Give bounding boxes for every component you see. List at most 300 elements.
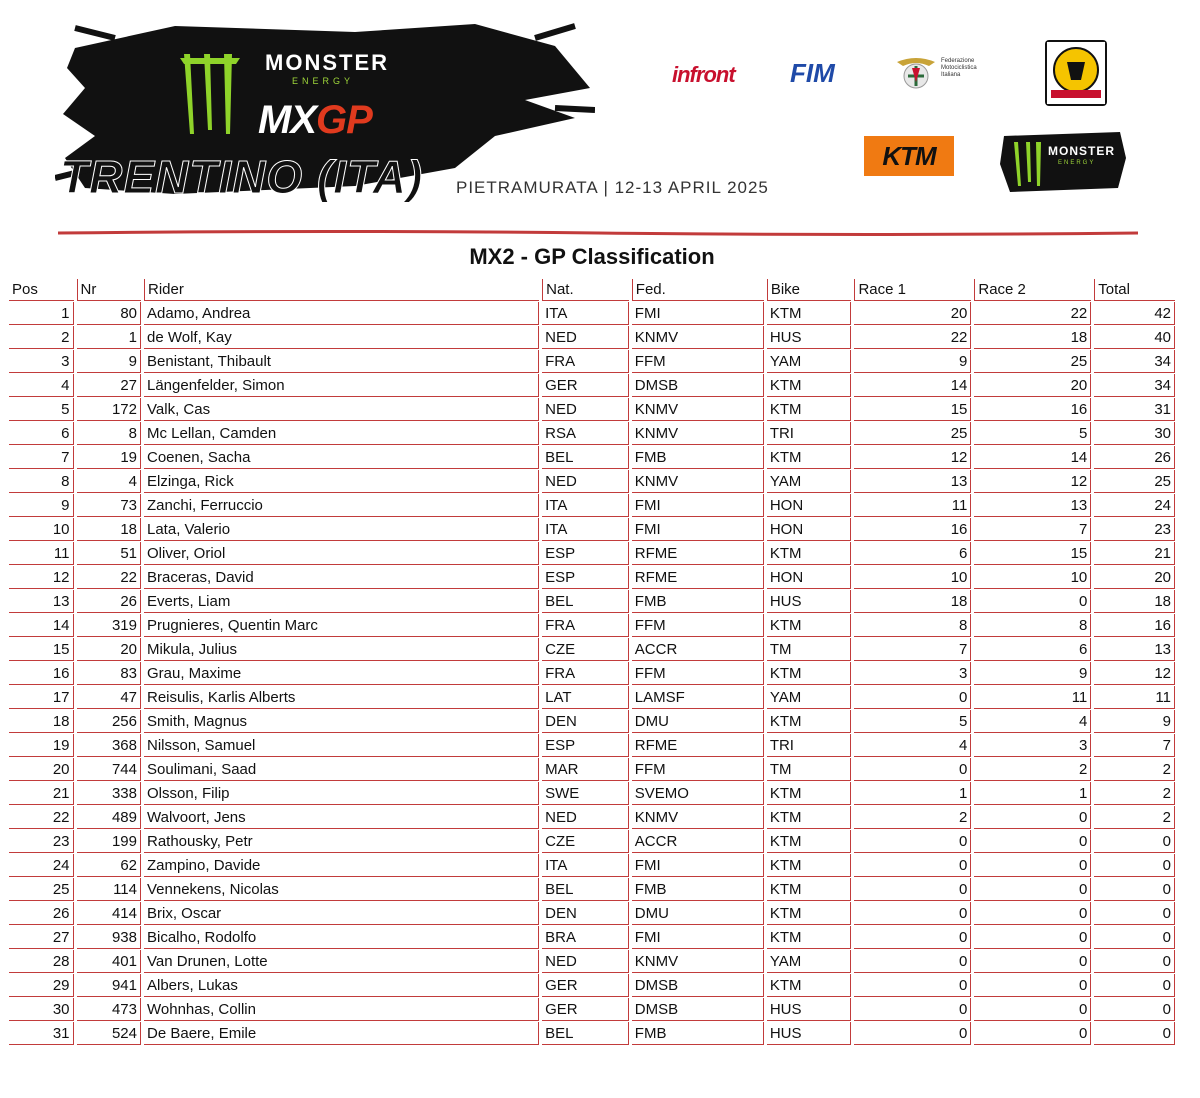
- table-row: [9, 830, 1175, 853]
- cell-nr: 47: [77, 686, 142, 709]
- cell-fed: FMI: [632, 494, 764, 517]
- cell-pos: 14: [9, 614, 74, 637]
- cell-race1: 13: [854, 470, 971, 493]
- cell-race1: 20: [854, 302, 971, 325]
- cell-rider: Lata, Valerio: [144, 518, 539, 541]
- cell-race1: 15: [854, 398, 971, 421]
- cell-bike: KTM: [767, 710, 852, 733]
- monster-claw-logo: [178, 50, 244, 138]
- cell-pos: 30: [9, 998, 74, 1021]
- cell-total: 24: [1094, 494, 1175, 517]
- cell-race1: 14: [854, 374, 971, 397]
- cell-nat: ESP: [542, 734, 629, 757]
- cell-nr: 83: [77, 662, 142, 685]
- table-row: [9, 758, 1175, 781]
- column-header-race1: Race 1: [854, 279, 971, 301]
- cell-rider: Vennekens, Nicolas: [144, 878, 539, 901]
- cell-race1: 0: [854, 1022, 971, 1045]
- cell-race1: 7: [854, 638, 971, 661]
- cell-nr: 473: [77, 998, 142, 1021]
- cell-nat: RSA: [542, 422, 629, 445]
- cell-pos: 8: [9, 470, 74, 493]
- cell-total: 9: [1094, 710, 1175, 733]
- cell-bike: TM: [767, 638, 852, 661]
- column-header-pos: Pos: [9, 279, 74, 301]
- infront-logo: infront: [672, 62, 735, 87]
- cell-race2: 7: [974, 518, 1091, 541]
- table-header-row: [9, 279, 1175, 301]
- column-header-nr: Nr: [77, 279, 142, 301]
- column-header-fed: Fed.: [632, 279, 764, 301]
- cell-race2: 0: [974, 926, 1091, 949]
- cell-bike: HON: [767, 518, 852, 541]
- cell-total: 20: [1094, 566, 1175, 589]
- cell-total: 2: [1094, 782, 1175, 805]
- cell-pos: 10: [9, 518, 74, 541]
- cell-bike: KTM: [767, 302, 852, 325]
- cell-nat: ITA: [542, 518, 629, 541]
- cell-fed: SVEMO: [632, 782, 764, 805]
- cell-pos: 22: [9, 806, 74, 829]
- table-row: [9, 614, 1175, 637]
- cell-fed: DMSB: [632, 374, 764, 397]
- cell-pos: 2: [9, 326, 74, 349]
- cell-nr: 941: [77, 974, 142, 997]
- cell-nat: NED: [542, 398, 629, 421]
- event-banner: [0, 0, 1200, 240]
- cell-pos: 4: [9, 374, 74, 397]
- cell-fed: KNMV: [632, 326, 764, 349]
- cell-nr: 27: [77, 374, 142, 397]
- cell-bike: YAM: [767, 350, 852, 373]
- column-header-bike: Bike: [767, 279, 852, 301]
- cell-fed: RFME: [632, 566, 764, 589]
- cell-fed: FMI: [632, 854, 764, 877]
- cell-pos: 3: [9, 350, 74, 373]
- cell-pos: 12: [9, 566, 74, 589]
- cell-fed: LAMSF: [632, 686, 764, 709]
- cell-pos: 20: [9, 758, 74, 781]
- cell-nr: 19: [77, 446, 142, 469]
- cell-pos: 23: [9, 830, 74, 853]
- table-row: [9, 878, 1175, 901]
- cell-rider: Bicalho, Rodolfo: [144, 926, 539, 949]
- energy-brand-text: ENERGY: [292, 76, 355, 86]
- cell-bike: KTM: [767, 830, 852, 853]
- cell-bike: TM: [767, 758, 852, 781]
- cell-nr: 26: [77, 590, 142, 613]
- monster-brand-text: MONSTER: [265, 50, 389, 75]
- cell-total: 0: [1094, 902, 1175, 925]
- cell-rider: Soulimani, Saad: [144, 758, 539, 781]
- cell-rider: Olsson, Filip: [144, 782, 539, 805]
- cell-race1: 0: [854, 950, 971, 973]
- cell-total: 0: [1094, 974, 1175, 997]
- monster-energy-sponsor-logo: [1000, 128, 1128, 194]
- cell-fed: DMU: [632, 710, 764, 733]
- cell-fed: RFME: [632, 542, 764, 565]
- cell-rider: Längenfelder, Simon: [144, 374, 539, 397]
- cell-bike: YAM: [767, 950, 852, 973]
- cell-bike: KTM: [767, 446, 852, 469]
- cell-race1: 2: [854, 806, 971, 829]
- classification-table-wrap: [6, 278, 1178, 1046]
- cell-fed: FMB: [632, 590, 764, 613]
- fmi-logo: [893, 52, 993, 96]
- cell-rider: Prugnieres, Quentin Marc: [144, 614, 539, 637]
- table-row: [9, 950, 1175, 973]
- cell-race1: 12: [854, 446, 971, 469]
- table-row: [9, 1022, 1175, 1045]
- table-body: [9, 302, 1175, 1045]
- cell-nat: ITA: [542, 854, 629, 877]
- cell-fed: FMI: [632, 518, 764, 541]
- event-title: TRENTINO (ITA): [60, 151, 424, 203]
- cell-nat: NED: [542, 950, 629, 973]
- fmi-emblem-icon: [895, 52, 937, 94]
- column-header-race2: Race 2: [974, 279, 1091, 301]
- cell-nr: 199: [77, 830, 142, 853]
- column-header-nat: Nat.: [542, 279, 629, 301]
- cell-race2: 11: [974, 686, 1091, 709]
- cell-nr: 414: [77, 902, 142, 925]
- column-header-rider: Rider: [144, 279, 539, 301]
- cell-fed: FMI: [632, 302, 764, 325]
- table-row: [9, 422, 1175, 445]
- cell-race1: 8: [854, 614, 971, 637]
- table-row: [9, 542, 1175, 565]
- cell-rider: Zampino, Davide: [144, 854, 539, 877]
- cell-bike: HON: [767, 566, 852, 589]
- cell-bike: KTM: [767, 854, 852, 877]
- cell-fed: DMU: [632, 902, 764, 925]
- cell-total: 42: [1094, 302, 1175, 325]
- cell-race2: 9: [974, 662, 1091, 685]
- cell-fed: KNMV: [632, 470, 764, 493]
- cell-fed: FMB: [632, 1022, 764, 1045]
- cell-nat: NED: [542, 806, 629, 829]
- table-row: [9, 710, 1175, 733]
- cell-rider: Elzinga, Rick: [144, 470, 539, 493]
- cell-nr: 114: [77, 878, 142, 901]
- cell-rider: Valk, Cas: [144, 398, 539, 421]
- cell-pos: 13: [9, 590, 74, 613]
- cell-total: 30: [1094, 422, 1175, 445]
- cell-bike: HUS: [767, 998, 852, 1021]
- cell-total: 7: [1094, 734, 1175, 757]
- cell-pos: 25: [9, 878, 74, 901]
- column-header-total: Total: [1094, 279, 1175, 301]
- cell-total: 25: [1094, 470, 1175, 493]
- table-row: [9, 806, 1175, 829]
- cell-nat: FRA: [542, 662, 629, 685]
- cell-pos: 29: [9, 974, 74, 997]
- cell-race2: 13: [974, 494, 1091, 517]
- cell-pos: 27: [9, 926, 74, 949]
- cell-race2: 8: [974, 614, 1091, 637]
- cell-total: 31: [1094, 398, 1175, 421]
- cell-nat: ESP: [542, 542, 629, 565]
- cell-nr: 20: [77, 638, 142, 661]
- cell-total: 2: [1094, 758, 1175, 781]
- cell-nat: GER: [542, 998, 629, 1021]
- table-row: [9, 398, 1175, 421]
- page-title: MX2 - GP Classification: [469, 244, 715, 269]
- cell-pos: 28: [9, 950, 74, 973]
- cell-rider: Oliver, Oriol: [144, 542, 539, 565]
- table-row: [9, 374, 1175, 397]
- cell-race2: 6: [974, 638, 1091, 661]
- table-row: [9, 734, 1175, 757]
- cell-total: 12: [1094, 662, 1175, 685]
- cell-fed: ACCR: [632, 830, 764, 853]
- cell-race2: 12: [974, 470, 1091, 493]
- cell-rider: Smith, Magnus: [144, 710, 539, 733]
- cell-total: 21: [1094, 542, 1175, 565]
- cell-nat: ITA: [542, 302, 629, 325]
- cell-fed: FFM: [632, 614, 764, 637]
- cell-rider: Albers, Lukas: [144, 974, 539, 997]
- cell-nat: LAT: [542, 686, 629, 709]
- cell-pos: 11: [9, 542, 74, 565]
- cell-race2: 0: [974, 902, 1091, 925]
- cell-bike: YAM: [767, 470, 852, 493]
- cell-bike: KTM: [767, 614, 852, 637]
- cell-race2: 18: [974, 326, 1091, 349]
- cell-race2: 10: [974, 566, 1091, 589]
- cell-nat: BEL: [542, 446, 629, 469]
- cell-rider: Grau, Maxime: [144, 662, 539, 685]
- cell-bike: KTM: [767, 662, 852, 685]
- cell-fed: FMB: [632, 446, 764, 469]
- cell-nat: GER: [542, 974, 629, 997]
- cell-race1: 3: [854, 662, 971, 685]
- cell-rider: De Baere, Emile: [144, 1022, 539, 1045]
- cell-rider: Walvoort, Jens: [144, 806, 539, 829]
- cell-nat: GER: [542, 374, 629, 397]
- cell-pos: 7: [9, 446, 74, 469]
- cell-nr: 4: [77, 470, 142, 493]
- cell-race1: 0: [854, 758, 971, 781]
- cell-nr: 744: [77, 758, 142, 781]
- cell-total: 0: [1094, 950, 1175, 973]
- header-divider: [58, 230, 1138, 236]
- cell-nr: 938: [77, 926, 142, 949]
- cell-nat: CZE: [542, 830, 629, 853]
- cell-race1: 0: [854, 926, 971, 949]
- cell-pos: 16: [9, 662, 74, 685]
- cell-pos: 31: [9, 1022, 74, 1045]
- cell-nat: DEN: [542, 710, 629, 733]
- cell-total: 0: [1094, 1022, 1175, 1045]
- cell-race2: 22: [974, 302, 1091, 325]
- cell-total: 0: [1094, 998, 1175, 1021]
- cell-race1: 11: [854, 494, 971, 517]
- cell-pos: 19: [9, 734, 74, 757]
- cell-pos: 17: [9, 686, 74, 709]
- cell-total: 13: [1094, 638, 1175, 661]
- cell-nat: FRA: [542, 350, 629, 373]
- cell-race1: 9: [854, 350, 971, 373]
- cell-race2: 5: [974, 422, 1091, 445]
- cell-fed: KNMV: [632, 950, 764, 973]
- cell-bike: KTM: [767, 974, 852, 997]
- cell-nat: FRA: [542, 614, 629, 637]
- cell-pos: 18: [9, 710, 74, 733]
- cell-nr: 489: [77, 806, 142, 829]
- classification-table: [6, 278, 1178, 1046]
- cell-bike: HON: [767, 494, 852, 517]
- cell-nr: 62: [77, 854, 142, 877]
- cell-bike: TRI: [767, 422, 852, 445]
- cell-total: 34: [1094, 350, 1175, 373]
- cell-fed: KNMV: [632, 806, 764, 829]
- cell-pos: 21: [9, 782, 74, 805]
- cell-fed: KNMV: [632, 398, 764, 421]
- cell-fed: FFM: [632, 758, 764, 781]
- cell-total: 11: [1094, 686, 1175, 709]
- cell-total: 23: [1094, 518, 1175, 541]
- cell-race1: 5: [854, 710, 971, 733]
- table-row: [9, 518, 1175, 541]
- cell-pos: 9: [9, 494, 74, 517]
- table-row: [9, 566, 1175, 589]
- cell-rider: Van Drunen, Lotte: [144, 950, 539, 973]
- cell-race2: 4: [974, 710, 1091, 733]
- table-row: [9, 494, 1175, 517]
- cell-nat: NED: [542, 326, 629, 349]
- cell-nat: BRA: [542, 926, 629, 949]
- cell-fed: FFM: [632, 350, 764, 373]
- table-row: [9, 350, 1175, 373]
- table-row: [9, 854, 1175, 877]
- cell-nat: DEN: [542, 902, 629, 925]
- cell-race2: 0: [974, 950, 1091, 973]
- cell-rider: Nilsson, Samuel: [144, 734, 539, 757]
- cell-rider: de Wolf, Kay: [144, 326, 539, 349]
- cell-race2: 0: [974, 998, 1091, 1021]
- cell-nat: SWE: [542, 782, 629, 805]
- cell-bike: YAM: [767, 686, 852, 709]
- cell-race1: 6: [854, 542, 971, 565]
- cell-race2: 0: [974, 590, 1091, 613]
- cell-race2: 0: [974, 830, 1091, 853]
- cell-nr: 8: [77, 422, 142, 445]
- cell-rider: Mikula, Julius: [144, 638, 539, 661]
- table-row: [9, 590, 1175, 613]
- cell-race2: 1: [974, 782, 1091, 805]
- cell-bike: HUS: [767, 326, 852, 349]
- cell-fed: FMI: [632, 926, 764, 949]
- cell-race1: 10: [854, 566, 971, 589]
- cell-bike: KTM: [767, 782, 852, 805]
- cell-race1: 0: [854, 854, 971, 877]
- cell-race1: 0: [854, 878, 971, 901]
- table-row: [9, 926, 1175, 949]
- cell-bike: KTM: [767, 806, 852, 829]
- cell-nr: 172: [77, 398, 142, 421]
- cell-nr: 80: [77, 302, 142, 325]
- cell-fed: DMSB: [632, 974, 764, 997]
- cell-total: 34: [1094, 374, 1175, 397]
- energy-sponsor-text: ENERGY: [1058, 160, 1096, 166]
- cell-nat: ESP: [542, 566, 629, 589]
- table-row: [9, 686, 1175, 709]
- cell-race1: 0: [854, 830, 971, 853]
- cell-race2: 0: [974, 1022, 1091, 1045]
- cell-bike: KTM: [767, 902, 852, 925]
- venue-date: PIETRAMURATA | 12-13 APRIL 2025: [456, 178, 769, 197]
- cell-rider: Wohnhas, Collin: [144, 998, 539, 1021]
- mxgp-logo-gp: GP: [316, 98, 372, 142]
- cell-bike: KTM: [767, 542, 852, 565]
- cell-rider: Zanchi, Ferruccio: [144, 494, 539, 517]
- table-row: [9, 782, 1175, 805]
- cell-total: 16: [1094, 614, 1175, 637]
- cell-race1: 4: [854, 734, 971, 757]
- cell-total: 2: [1094, 806, 1175, 829]
- cell-race1: 22: [854, 326, 971, 349]
- cell-fed: ACCR: [632, 638, 764, 661]
- cell-nat: MAR: [542, 758, 629, 781]
- local-club-logo: [1045, 40, 1107, 106]
- cell-bike: HUS: [767, 590, 852, 613]
- cell-nr: 1: [77, 326, 142, 349]
- cell-fed: FFM: [632, 662, 764, 685]
- cell-nr: 73: [77, 494, 142, 517]
- cell-nr: 401: [77, 950, 142, 973]
- cell-total: 0: [1094, 830, 1175, 853]
- cell-race1: 16: [854, 518, 971, 541]
- cell-pos: 24: [9, 854, 74, 877]
- cell-bike: KTM: [767, 878, 852, 901]
- cell-nat: NED: [542, 470, 629, 493]
- ktm-logo: KTM: [864, 136, 954, 176]
- cell-nr: 319: [77, 614, 142, 637]
- fim-logo: FIM: [790, 58, 835, 88]
- cell-total: 0: [1094, 878, 1175, 901]
- cell-race2: 0: [974, 854, 1091, 877]
- cell-race2: 0: [974, 974, 1091, 997]
- cell-nr: 18: [77, 518, 142, 541]
- cell-race1: 18: [854, 590, 971, 613]
- table-row: [9, 302, 1175, 325]
- cell-nr: 368: [77, 734, 142, 757]
- cell-fed: KNMV: [632, 422, 764, 445]
- table-row: [9, 974, 1175, 997]
- cell-race1: 0: [854, 974, 971, 997]
- table-row: [9, 446, 1175, 469]
- cell-race1: 0: [854, 998, 971, 1021]
- cell-total: 40: [1094, 326, 1175, 349]
- cell-rider: Mc Lellan, Camden: [144, 422, 539, 445]
- cell-rider: Braceras, David: [144, 566, 539, 589]
- cell-rider: Coenen, Sacha: [144, 446, 539, 469]
- cell-race1: 25: [854, 422, 971, 445]
- cell-race1: 0: [854, 686, 971, 709]
- fmi-logo-text: Federazione Motociclistica Italiana: [941, 58, 977, 78]
- cell-rider: Brix, Oscar: [144, 902, 539, 925]
- cell-nat: ITA: [542, 494, 629, 517]
- cell-fed: FMB: [632, 878, 764, 901]
- cell-nr: 338: [77, 782, 142, 805]
- cell-fed: DMSB: [632, 998, 764, 1021]
- cell-rider: Adamo, Andrea: [144, 302, 539, 325]
- table-row: [9, 998, 1175, 1021]
- cell-pos: 6: [9, 422, 74, 445]
- monster-sponsor-text: MONSTER: [1048, 144, 1115, 158]
- cell-nr: 9: [77, 350, 142, 373]
